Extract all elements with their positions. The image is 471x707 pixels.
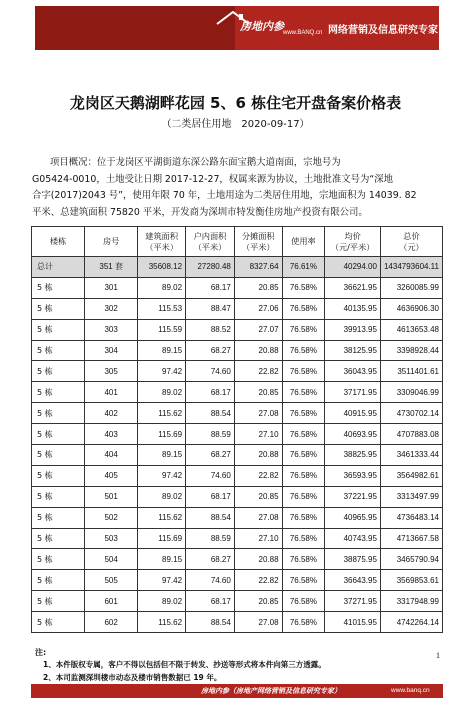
notes-section: [31, 647, 443, 685]
table-cell: 40965.95: [325, 507, 381, 528]
table-cell: 5 栋: [32, 507, 85, 528]
table-cell: 89.02: [138, 486, 186, 507]
table-cell: 504: [85, 549, 138, 570]
table-cell: 40693.95: [325, 424, 381, 445]
table-cell: 76.58%: [282, 319, 325, 340]
table-cell: 505: [85, 570, 138, 591]
table-cell: 97.42: [138, 465, 186, 486]
table-row: [32, 465, 443, 486]
table-cell: 404: [85, 445, 138, 466]
note-item: 2、本司监测深圳楼市动态及楼市销售数据已 19 年。: [43, 673, 222, 682]
table-cell: 304: [85, 340, 138, 361]
table-cell: 76.58%: [282, 465, 325, 486]
page-subtitle: （二类居住用地 2020-09-17）: [161, 119, 310, 130]
table-row: [32, 486, 443, 507]
table-cell: 76.58%: [282, 382, 325, 403]
table-cell: 74.60: [186, 465, 235, 486]
table-cell: 76.58%: [282, 361, 325, 382]
table-cell: 76.58%: [282, 486, 325, 507]
table-cell: 22.82: [234, 570, 282, 591]
table-cell: 5 栋: [32, 382, 85, 403]
table-cell: 68.17: [186, 486, 235, 507]
banner-brand: 房地内参: [240, 21, 284, 33]
price-table: [31, 226, 443, 633]
column-header: 分摊面积 （平米）: [234, 227, 282, 257]
table-cell: 20.88: [234, 445, 282, 466]
table-cell: 501: [85, 486, 138, 507]
table-cell: 4736483.14: [380, 507, 442, 528]
table-cell: 76.58%: [282, 507, 325, 528]
table-row: [32, 319, 443, 340]
table-cell: 405: [85, 465, 138, 486]
table-cell: 27.06: [234, 298, 282, 319]
table-cell: 37221.95: [325, 486, 381, 507]
table-cell: 5 栋: [32, 465, 85, 486]
table-cell: 20.85: [234, 591, 282, 612]
footer-brand: 房地内参（房地产网络营销及信息研究专家）: [201, 687, 341, 695]
column-header: 楼栋: [32, 227, 85, 257]
table-cell: 5 栋: [32, 528, 85, 549]
footer-url: www.banq.cn: [391, 687, 430, 694]
table-cell: 3569853.61: [380, 570, 442, 591]
table-header-row: [32, 227, 443, 257]
table-cell: 3465790.94: [380, 549, 442, 570]
column-header: 均价 （元/平米）: [325, 227, 381, 257]
table-cell: 403: [85, 424, 138, 445]
table-cell: 27.08: [234, 403, 282, 424]
table-cell: 76.58%: [282, 403, 325, 424]
overview-line: 平米、总建筑面积 75820 平米，开发商为深圳市特发衡佳房地产投资有限公司。: [32, 206, 368, 218]
table-cell: 27.10: [234, 424, 282, 445]
table-cell: 40135.95: [325, 298, 381, 319]
table-cell: 4636906.30: [380, 298, 442, 319]
project-overview: [32, 155, 444, 221]
table-cell: 89.15: [138, 340, 186, 361]
table-cell: 89.02: [138, 591, 186, 612]
column-header: 户内面积 （平米）: [186, 227, 235, 257]
table-row: [32, 424, 443, 445]
table-row: [32, 570, 443, 591]
table-cell: 39913.95: [325, 319, 381, 340]
table-cell: 38875.95: [325, 549, 381, 570]
table-cell: 115.62: [138, 403, 186, 424]
table-cell: 4713667.58: [380, 528, 442, 549]
table-cell: 76.58%: [282, 277, 325, 298]
page-number: 1: [436, 651, 440, 660]
table-cell: 27280.48: [186, 257, 235, 278]
table-row: [32, 549, 443, 570]
table-cell: 5 栋: [32, 445, 85, 466]
table-cell: 76.58%: [282, 445, 325, 466]
table-row: [32, 382, 443, 403]
table-cell: 20.85: [234, 277, 282, 298]
table-cell: 4613653.48: [380, 319, 442, 340]
table-cell: 68.17: [186, 591, 235, 612]
table-cell: 27.08: [234, 507, 282, 528]
table-cell: 5 栋: [32, 424, 85, 445]
table-cell: 88.54: [186, 403, 235, 424]
table-cell: 5 栋: [32, 403, 85, 424]
banner-dark-panel: [35, 6, 235, 50]
table-cell: 89.15: [138, 549, 186, 570]
column-header: 建筑面积 （平米）: [138, 227, 186, 257]
table-cell: 97.42: [138, 570, 186, 591]
table-cell: 76.58%: [282, 570, 325, 591]
table-cell: 22.82: [234, 361, 282, 382]
table-cell: 40294.00: [325, 257, 381, 278]
table-cell: 76.58%: [282, 298, 325, 319]
table-cell: 5 栋: [32, 361, 85, 382]
header-banner: [35, 6, 439, 50]
table-cell: 302: [85, 298, 138, 319]
table-row: [32, 298, 443, 319]
notes-label: 注:: [35, 648, 47, 657]
table-cell: 115.59: [138, 319, 186, 340]
table-cell: 40915.95: [325, 403, 381, 424]
overview-line: G05424-0010，土地受让日期 2017-12-27，权属来源为协议，土地批准文号为“深地: [32, 173, 394, 185]
table-row: [32, 340, 443, 361]
table-cell: 76.58%: [282, 591, 325, 612]
table-cell: 5 栋: [32, 298, 85, 319]
table-cell: 5 栋: [32, 319, 85, 340]
table-cell: 351 套: [85, 257, 138, 278]
table-cell: 41015.95: [325, 612, 381, 633]
column-header: 房号: [85, 227, 138, 257]
table-cell: 601: [85, 591, 138, 612]
table-cell: 20.88: [234, 549, 282, 570]
table-cell: 3260085.99: [380, 277, 442, 298]
table-cell: 76.58%: [282, 424, 325, 445]
table-cell: 36043.95: [325, 361, 381, 382]
table-row: [32, 612, 443, 633]
page-title: 龙岗区天鹅湖畔花园 5、6 栋住宅开盘备案价格表: [69, 94, 402, 112]
table-cell: 36593.95: [325, 465, 381, 486]
table-row: [32, 277, 443, 298]
table-cell: 5 栋: [32, 340, 85, 361]
table-cell: 38825.95: [325, 445, 381, 466]
table-cell: 3313497.99: [380, 486, 442, 507]
banner-slogan: 网络营销及信息研究专家: [328, 25, 438, 36]
table-cell: 5 栋: [32, 277, 85, 298]
table-cell: 22.82: [234, 465, 282, 486]
table-cell: 502: [85, 507, 138, 528]
table-cell: 37271.95: [325, 591, 381, 612]
table-cell: 37171.95: [325, 382, 381, 403]
table-row: [32, 445, 443, 466]
table-cell: 68.17: [186, 382, 235, 403]
table-cell: 88.47: [186, 298, 235, 319]
table-cell: 4730702.14: [380, 403, 442, 424]
table-cell: 88.59: [186, 424, 235, 445]
table-cell: 401: [85, 382, 138, 403]
table-cell: 602: [85, 612, 138, 633]
table-cell: 8327.64: [234, 257, 282, 278]
table-cell: 88.54: [186, 612, 235, 633]
table-cell: 5 栋: [32, 612, 85, 633]
table-cell: 5 栋: [32, 570, 85, 591]
table-cell: 5 栋: [32, 591, 85, 612]
table-cell: 303: [85, 319, 138, 340]
table-cell: 3461333.44: [380, 445, 442, 466]
table-cell: 3564982.61: [380, 465, 442, 486]
table-row: [32, 361, 443, 382]
table-cell: 76.58%: [282, 340, 325, 361]
table-cell: 4707883.08: [380, 424, 442, 445]
table-cell: 3317948.99: [380, 591, 442, 612]
table-cell: 76.58%: [282, 528, 325, 549]
table-cell: 4742264.14: [380, 612, 442, 633]
table-cell: 35608.12: [138, 257, 186, 278]
table-cell: 3309046.99: [380, 382, 442, 403]
table-cell: 115.69: [138, 528, 186, 549]
table-cell: 88.59: [186, 528, 235, 549]
table-cell: 88.54: [186, 507, 235, 528]
table-cell: 76.58%: [282, 612, 325, 633]
table-cell: 5 栋: [32, 486, 85, 507]
table-cell: 88.52: [186, 319, 235, 340]
banner-url: www.BANQ.cn: [283, 30, 323, 36]
column-header: 使用率: [282, 227, 325, 257]
overview-line: 合字(2017)2043 号”，使用年限 70 年，土地用途为二类居住用地，宗地面积为 14039. 82: [32, 190, 417, 201]
table-cell: 89.02: [138, 382, 186, 403]
table-cell: 305: [85, 361, 138, 382]
table-cell: 36643.95: [325, 570, 381, 591]
table-cell: 97.42: [138, 361, 186, 382]
table-cell: 20.85: [234, 486, 282, 507]
table-cell: 27.08: [234, 612, 282, 633]
table-cell: 115.53: [138, 298, 186, 319]
table-cell: 503: [85, 528, 138, 549]
table-row: [32, 591, 443, 612]
table-cell: 5 栋: [32, 549, 85, 570]
table-row: [32, 403, 443, 424]
table-cell: 74.60: [186, 570, 235, 591]
table-cell: 36621.95: [325, 277, 381, 298]
column-header: 总价 （元）: [380, 227, 442, 257]
table-cell: 115.62: [138, 612, 186, 633]
table-cell: 115.62: [138, 507, 186, 528]
table-cell: 301: [85, 277, 138, 298]
table-cell: 402: [85, 403, 138, 424]
table-cell: 68.27: [186, 340, 235, 361]
table-cell: 20.88: [234, 340, 282, 361]
table-cell: 115.69: [138, 424, 186, 445]
table-cell: 38125.95: [325, 340, 381, 361]
table-cell: 74.60: [186, 361, 235, 382]
table-cell: 3398928.44: [380, 340, 442, 361]
table-cell: 68.17: [186, 277, 235, 298]
table-cell: 89.15: [138, 445, 186, 466]
total-row: [32, 257, 443, 278]
table-cell: 总计: [32, 257, 85, 278]
table-cell: 76.61%: [282, 257, 325, 278]
table-cell: 3511401.61: [380, 361, 442, 382]
table-cell: 27.10: [234, 528, 282, 549]
table-cell: 89.02: [138, 277, 186, 298]
table-cell: 68.27: [186, 549, 235, 570]
table-cell: 1434793604.11: [380, 257, 442, 278]
overview-line: 项目概况：位于龙岗区平湖街道东深公路东面宝鹅大道南面，宗地号为: [50, 157, 341, 168]
table-cell: 27.07: [234, 319, 282, 340]
footer-banner: [31, 684, 443, 698]
table-cell: 40743.95: [325, 528, 381, 549]
note-item: 1、本件版权专属，客户不得以包括但不限于转发、抄送等形式将本件向第三方透露。: [43, 660, 326, 669]
table-cell: 20.85: [234, 382, 282, 403]
table-row: [32, 507, 443, 528]
table-row: [32, 528, 443, 549]
table-cell: 76.58%: [282, 549, 325, 570]
table-cell: 68.27: [186, 445, 235, 466]
